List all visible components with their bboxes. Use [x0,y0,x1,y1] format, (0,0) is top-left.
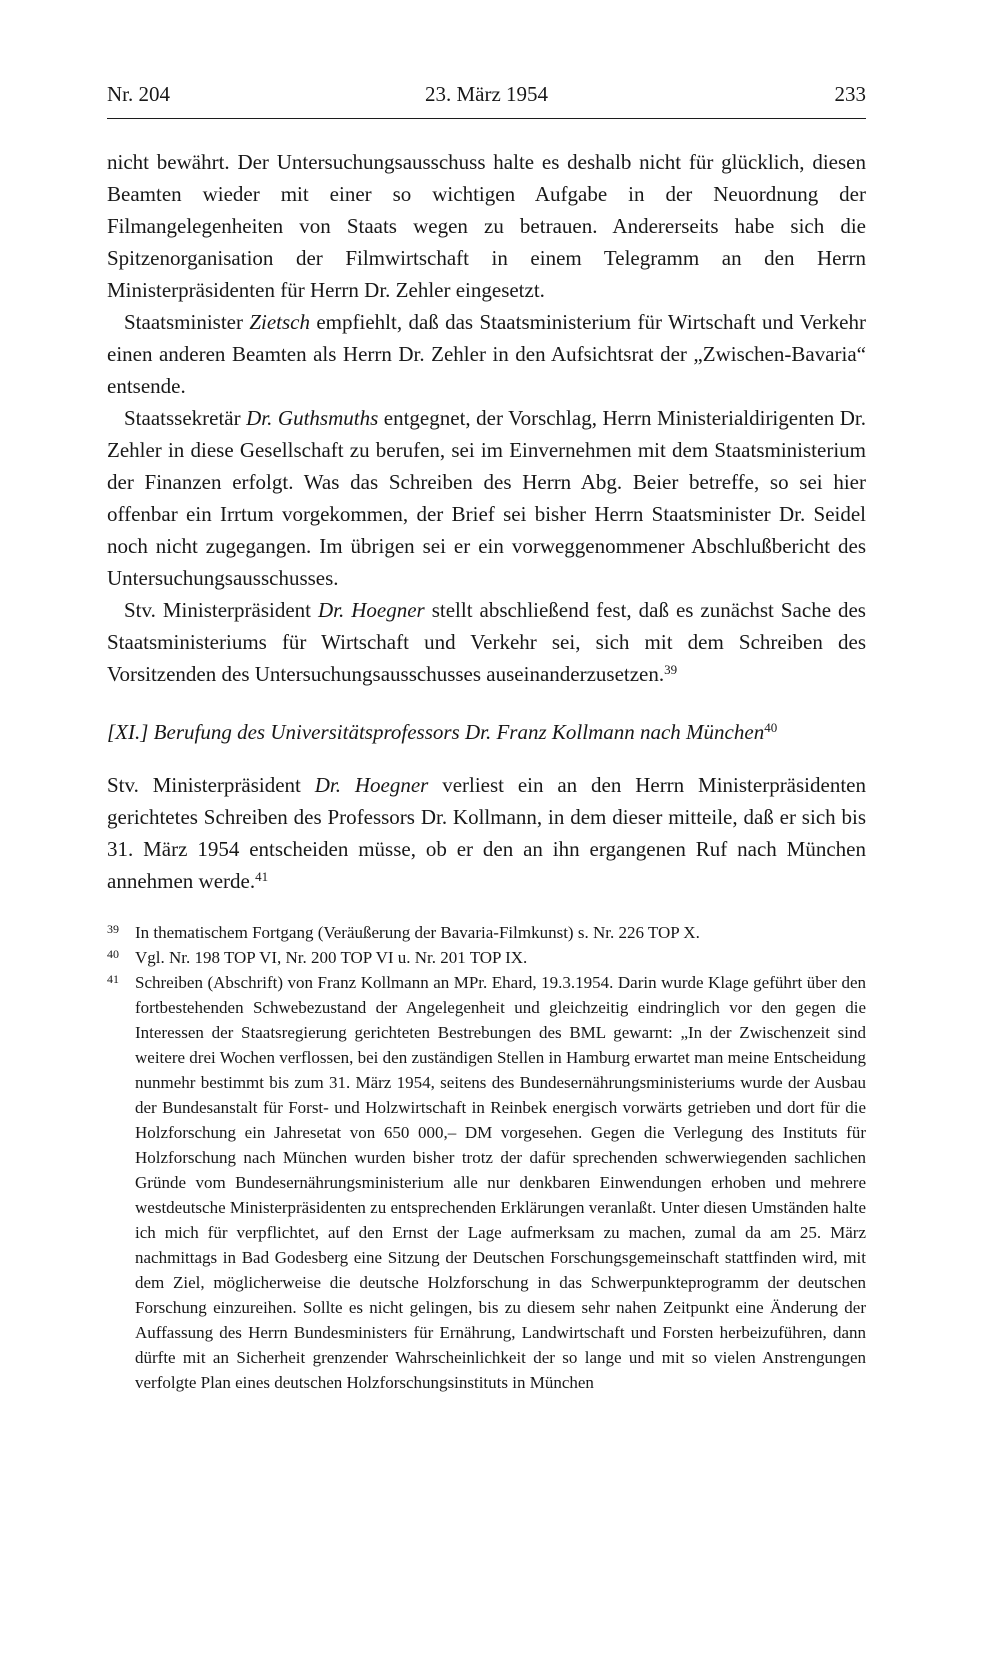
section-heading: [XI.] Berufung des Universitätsprofessors Dr. Franz Kollmann nach München$^{40}$ [107,720,778,744]
footnote-text: Schreiben (Abschrift) von Franz Kollmann an MPr. Ehard, 19.3.1954. Darin wurde Klage geführt über den fortbestehenden Schwebezustand der Angelegenheit und gleichzeitig eindringlich vor den gegen die Interessen der Staatsregierung gerichteten Bestrebungen des BML gewarnt: „In der Zwischenzeit sind weitere drei Wochen verflossen, bei den zuständigen Stellen in Hamburg erwartet man meine Entscheidung nunmehr bestimmt bis zum 31. März 1954, seitens des Bundesernährungsministeriums wurde der Ausbau der Bundesanstalt für Forst- und Holzwirtschaft in Reinbek energisch vorwärts getrieben und dort für die Holzforschung ein Jahresetat von 650 000,– DM vorgesehen. Gegen die Verlegung des Instituts für Holzforschung nach München wurden bisher trotz der dafür sprechenden schwerwiegenden sachlichen Gründe vom Bundesernährungsministerium alle nur denkbaren Einwendungen erhoben und mehrere westdeutsche Ministerpräsidenten zu entsprechenden Erklärungen veranlaßt. Unter diesen Umständen halte ich mich für verpflichtet, auf den Ernst der Lage aufmerksam zu machen, zumal da am 25. März nachmittags in Bad Godesberg eine Sitzung der Deutschen Forschungsgemeinschaft stattfinden wird, mit dem Ziel, möglicherweise die deutsche Holzforschung in das Schwerpunkteprogramm der deutschen Forschung einzureihen. Sollte es nicht gelingen, bis zu diesem sehr nahen Zeitpunkt eine Änderung der Auffassung des Herrn Bundesministers für Ernährung, Landwirtschaft und Forsten herbeizuführen, dann dürfte mit an Sicherheit grenzender Wahrscheinlichkeit der so lange und mit so vielen Anstrengungen verfolgte Plan eines deutschen Holzforschungsinstituts in München [135,973,866,1392]
paragraph: Staatssekretär Dr. Guthsmuths entgegnet, der Vorschlag, Herrn Ministerialdirigenten Dr. Zehler in diese Gesellschaft zu berufen, sei im Einvernehmen mit dem Staatsministerium der Finanzen erfolgt. Was das Schreiben des Herrn Abg. Beier betreffe, so sei hier offenbar ein Irrtum vorgekommen, der Brief sei bisher Herrn Staatsminister Dr. Seidel noch nicht zugegangen. Im übrigen sei er ein vorweggenommener Abschlußbericht des Untersuchungsausschusses. [107,406,867,590]
header-date: 23. März 1954 [424,82,549,106]
paragraph: Staatsminister Zietsch empfiehlt, daß das Staatsministerium für Wirtschaft und Verkehr einen anderen Beamten als Herrn Dr. Zehler in den Aufsichtsrat der „Zwischen-Bavaria“ entsende. [107,310,866,398]
footnote-text: Vgl. Nr. 198 TOP VI, Nr. 200 TOP VI u. Nr. 201 TOP IX. [135,948,528,967]
paragraph: Stv. Ministerpräsident Dr. Hoegner stellt abschließend fest, daß es zunächst Sache des Staatsministeriums für Wirtschaft und Verkehr sei, sich mit dem Schreiben des Vorsitzenden des Untersuchungsausschusses auseinanderzusetzen.$^{39}$ [107,598,866,686]
document-number: Nr. 204 [107,82,170,106]
footnote-item [107,920,866,945]
footnote-item [107,970,866,1395]
footnote-number: 41 [107,972,119,986]
footnote-number: 39 [107,922,119,936]
footnotes-block [107,920,866,1395]
paragraph: nicht bewährt. Der Untersuchungsausschuss halte es deshalb nicht für glücklich, diesen Beamten wieder mit einer so wichtigen Aufgabe in der Neuordnung der Filmangelegenheiten von Staats wegen zu betrauen. Andererseits habe sich die Spitzenorganisation der Filmwirtschaft in einem Telegramm an den Herrn Ministerpräsidenten für Herrn Dr. Zehler eingesetzt. [107,150,866,302]
page-number: 233 [834,82,866,106]
footnote-text: In thematischem Fortgang (Veräußerung der Bavaria-Filmkunst) s. Nr. 226 TOP X. [135,923,700,942]
paragraph: Stv. Ministerpräsident Dr. Hoegner verliest ein an den Herrn Ministerpräsidenten gerichtetes Schreiben des Professors Dr. Kollmann, in dem dieser mitteile, daß er sich bis 31. März 1954 entscheiden müsse, ob er den an ihn ergangenen Ruf nach München annehmen werde.$^{41}$ [107,773,866,893]
body-text [107,146,866,897]
footnote-number: 40 [107,947,119,961]
footnote-item [107,945,866,970]
running-head [107,84,866,119]
